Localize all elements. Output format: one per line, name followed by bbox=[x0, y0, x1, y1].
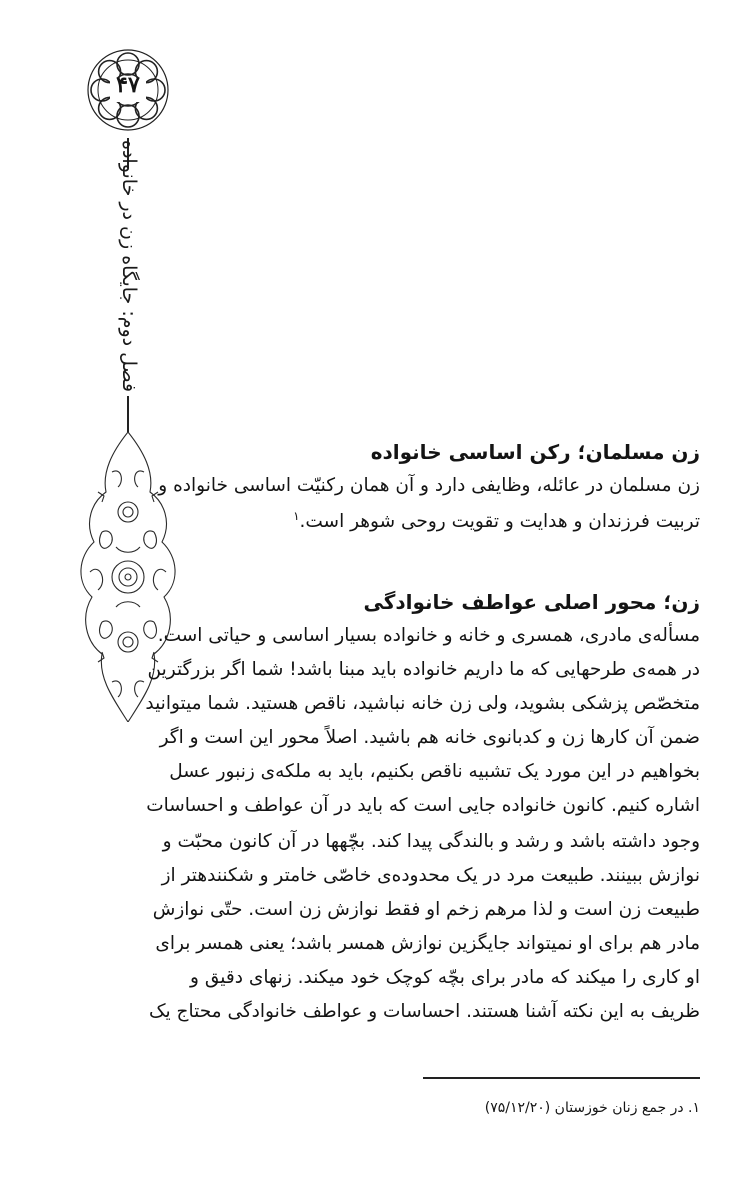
paragraph-line: او کاری را میکند که مادر برای بچّه کوچک خود میکند. زنهای دقیق و bbox=[190, 967, 700, 988]
paragraph-line bbox=[190, 508, 700, 536]
paragraph-line: مسألەی مادری، همسری و خانه و خانواده بسیار اساسی و حیاتی است. bbox=[157, 625, 700, 646]
paragraph-line: وجود داشته باشد و رشد و بالندگی پیدا کند. بچّهها در آن کانون محبّت و bbox=[162, 831, 700, 852]
paragraph-line-text: تربیت فرزندان و هدایت و تقویت روحی شوهر است. bbox=[299, 511, 700, 532]
margin-rule-bottom bbox=[127, 396, 129, 432]
paragraph-line: در همەی طرحهایی که ما داریم خانواده باید مبنا باشد! شما اگر بزرگترین bbox=[147, 659, 700, 680]
paragraph-line: اشاره کنیم. کانون خانواده جایی است که باید در آن عواطف و احساسات bbox=[146, 795, 700, 816]
paragraph-line: ضمن آن کارها زن و کدبانوی خانه هم باشید. اصلاً محور این است و اگر bbox=[159, 727, 700, 748]
section-heading: زن مسلمان؛ رکن اساسی خانواده bbox=[370, 440, 700, 464]
paragraph-line: متخصّص پزشکی بشوید، ولی زن خانه نباشید، ناقص هستید. شما میتوانید bbox=[145, 693, 700, 714]
section-heading: زن؛ محور اصلی عواطف خانوادگی bbox=[363, 590, 700, 614]
footnote-rule bbox=[423, 1077, 700, 1079]
paragraph-line: بخواهیم در این مورد یک تشبیه ناقص بکنیم، باید به ملکەی زنبور عسل bbox=[169, 761, 700, 782]
paragraph-line: نوازش ببینند. طبیعت مرد در یک محدودەی خاصّی خامتر و شکنندهتر از bbox=[161, 865, 700, 886]
paragraph-line: ظریف به این نکته آشنا هستند. احساسات و عواطف خانوادگی محتاج یک bbox=[148, 1001, 700, 1022]
footnote-marker: ۱ bbox=[293, 508, 300, 523]
running-head: فصل دوم: جایگاه زن در خانواده bbox=[118, 139, 140, 392]
page-number: ۴۷ bbox=[116, 72, 140, 98]
paragraph-line: زن مسلمان در عائله، وظایفی دارد و آن همان رکنیّت اساسی خانواده و bbox=[158, 475, 700, 496]
footnote: ۱. در جمع زنان خوزستان (۷۵/۱۲/۲۰) bbox=[484, 1100, 700, 1116]
paragraph-line: طبیعت زن است و لذا مرهم زخم او فقط نوازش زن است. حتّی نوازش bbox=[152, 899, 700, 920]
paragraph-line: مادر هم برای او نمیتواند جایگزین نوازش همسر باشد؛ یعنی همسر برای bbox=[155, 933, 700, 954]
